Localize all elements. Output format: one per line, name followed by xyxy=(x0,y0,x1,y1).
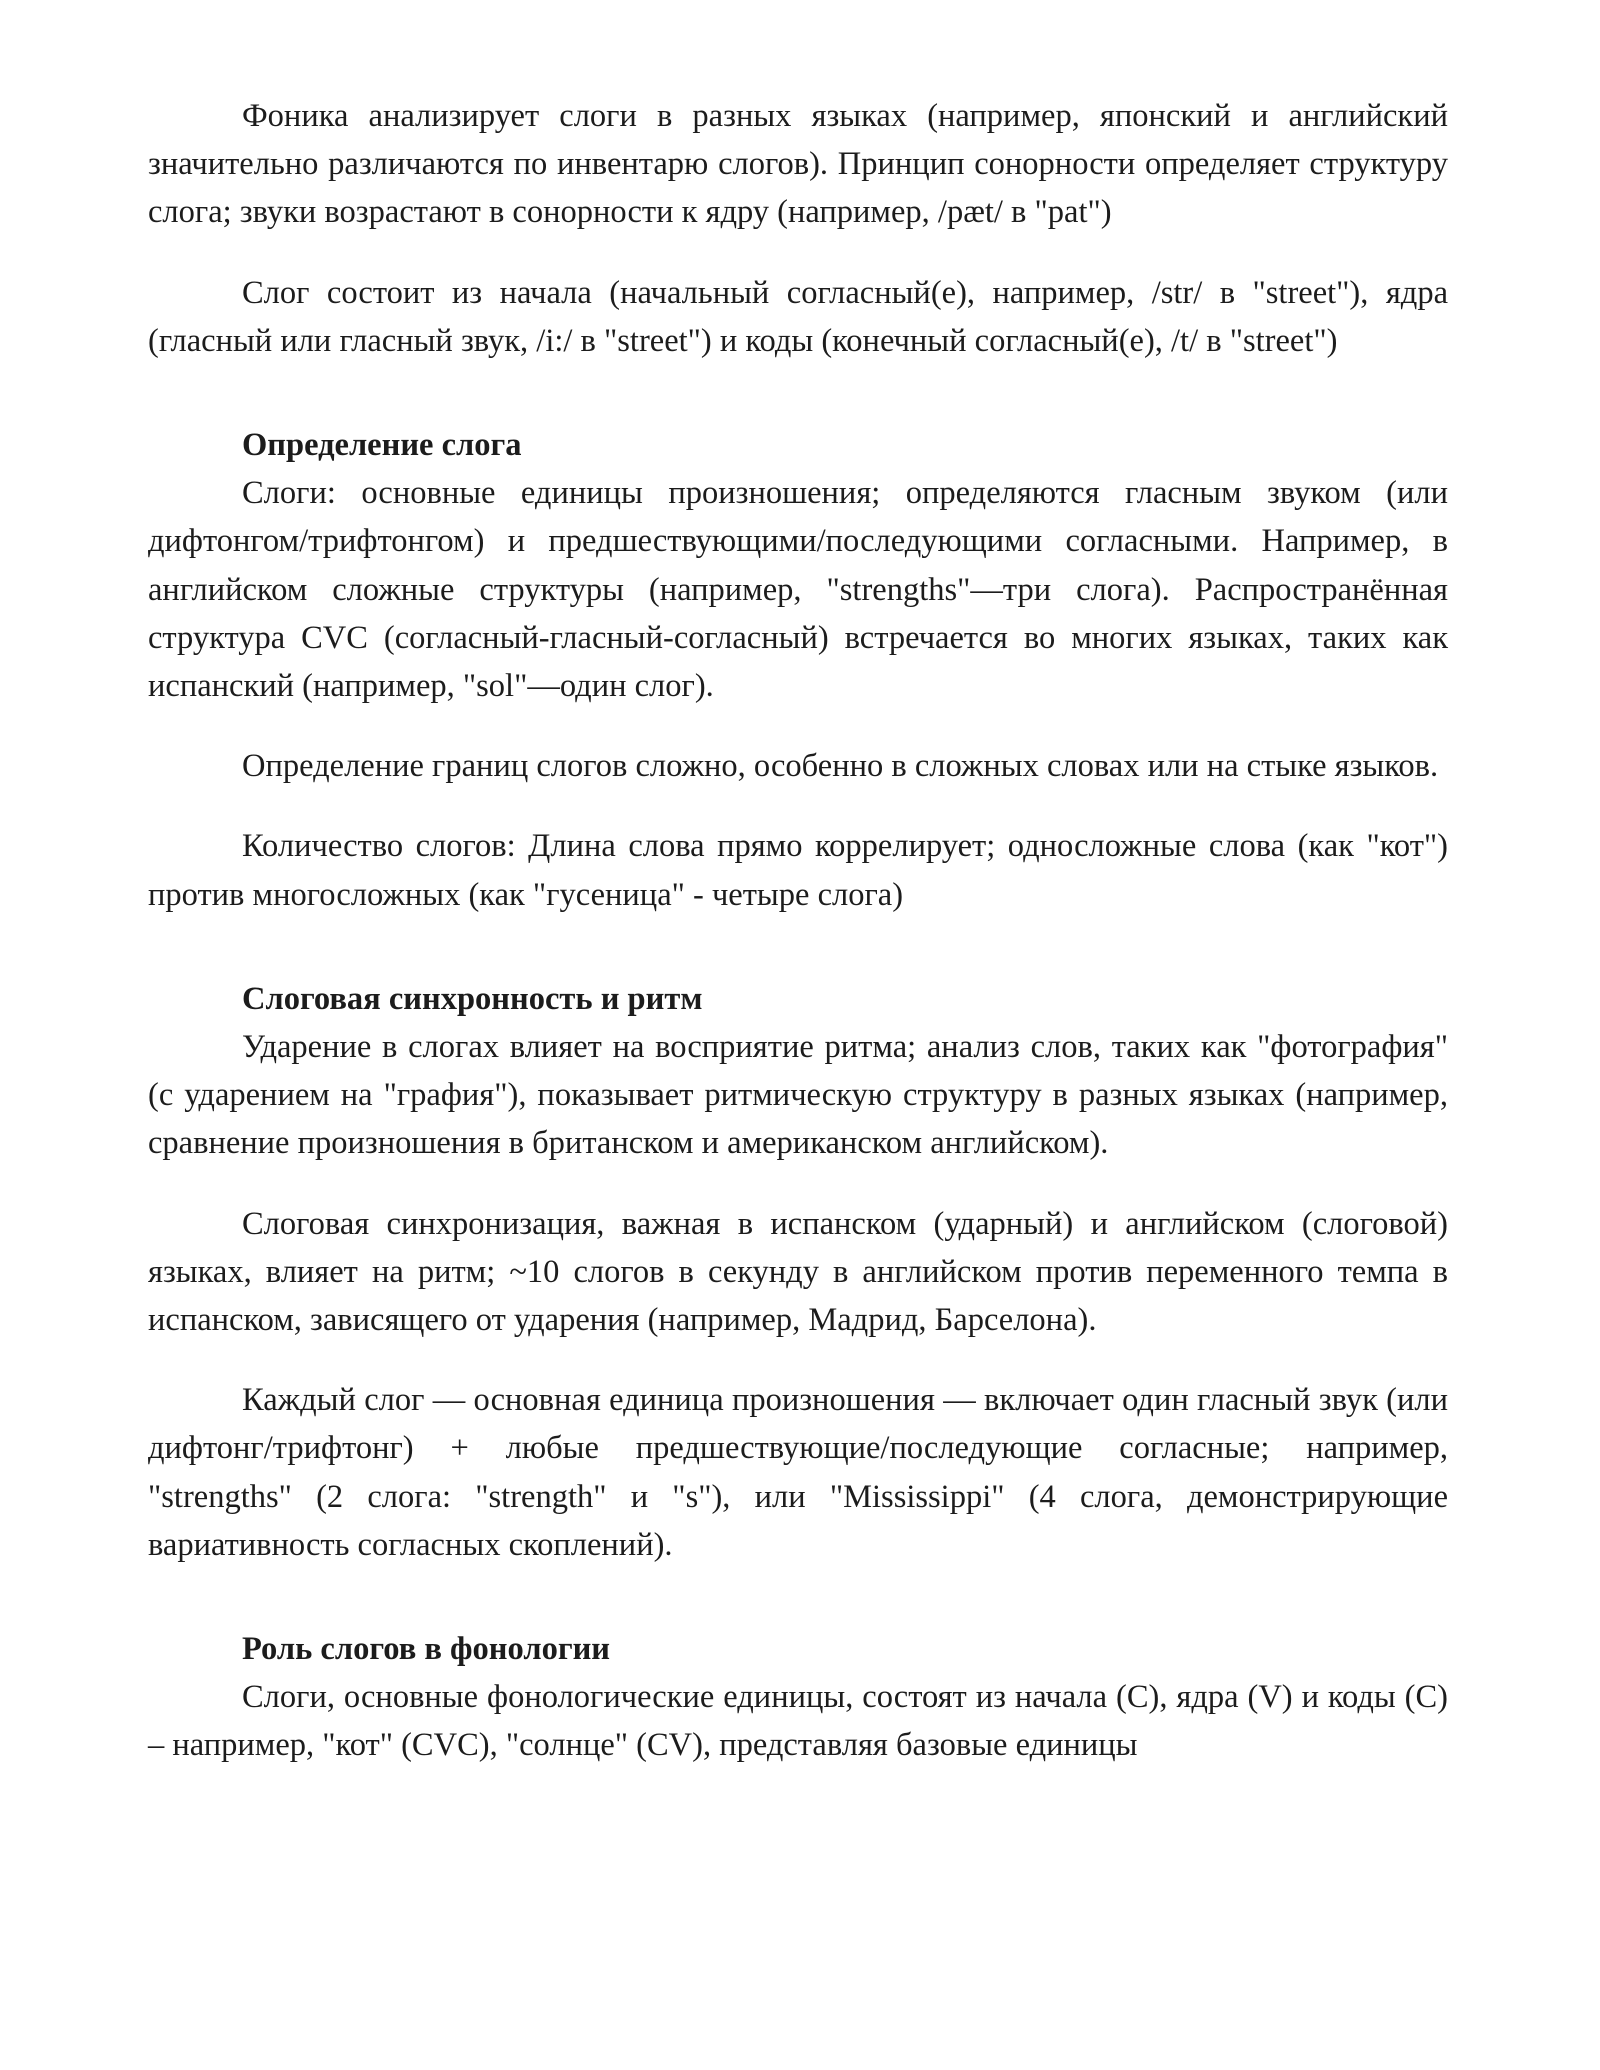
paragraph-syllable-unit: Каждый слог — основная единица произношения — включает один гласный звук (или дифтонг/трифтонг) + любые предшествующие/последующие согласные; например, "strengths" (2 слога: "strength" и "s"), или "Mississippi" (4 слога, демонстрирующие вариативность согласных скоплений). xyxy=(148,1382,1448,1563)
heading-syllable-rhythm: Слоговая синхронность и ритм xyxy=(242,980,703,1017)
paragraph-syllable-count: Количество слогов: Длина слова прямо коррелирует; односложные слова (как "кот") против многосложных (как "гусеница" - четыре слога) xyxy=(148,828,1448,913)
heading-syllables-phonology: Роль слогов в фонологии xyxy=(242,1631,611,1668)
paragraph-syllable-boundaries: Определение границ слогов сложно, особенно в сложных словах или на стыке языков. xyxy=(242,748,1439,785)
paragraph-phonological-units: Слоги, основные фонологические единицы, состоят из начала (C), ядра (V) и коды (C) – например, "кот" (CVC), "солнце" (CV), представляя базовые единицы xyxy=(148,1679,1448,1764)
paragraph-syllable-structure: Слог состоит из начала (начальный согласный(е), например, /str/ в "street"), ядра (гласный или гласный звук, /i:/ в "street") и коды (конечный согласный(е), /t/ в "street") xyxy=(148,274,1448,359)
paragraph-syllables-basic-units: Слоги: основные единицы произношения; определяются гласным звуком (или дифтонгом/трифтонгом) и предшествующими/последующими согласными. Например, в английском сложные структуры (например, "strengths"—три слога). Распространённая структура CVC (согласный-гласный-согласный) встречается во многих языках, таких как испанский (например, "sol"—один слог). xyxy=(148,475,1448,705)
paragraph-phonics: Фоника анализирует слоги в разных языках (например, японский и английский значительно различаются по инвентарю слогов). Принцип сонорности определяет структуру слога; звуки возрастают в сонорности к ядру (например, /pæt/ в "pat") xyxy=(148,98,1448,231)
document-page xyxy=(148,92,1448,1770)
paragraph-syllable-timing: Слоговая синхронизация, важная в испанском (ударный) и английском (слоговой) языках, влияет на ритм; ~10 слогов в секунду в английском против переменного темпа в испанском, зависящего от ударения (например, Мадрид, Барселона). xyxy=(148,1205,1448,1339)
paragraph-stress-rhythm: Ударение в слогах влияет на восприятие ритма; анализ слов, таких как "фотография" (с ударением на "графия"), показывает ритмическую структуру в разных языках (например, сравнение произношения в британском и американском английском). xyxy=(148,1029,1448,1162)
heading-syllable-definition: Определение слога xyxy=(242,427,522,464)
